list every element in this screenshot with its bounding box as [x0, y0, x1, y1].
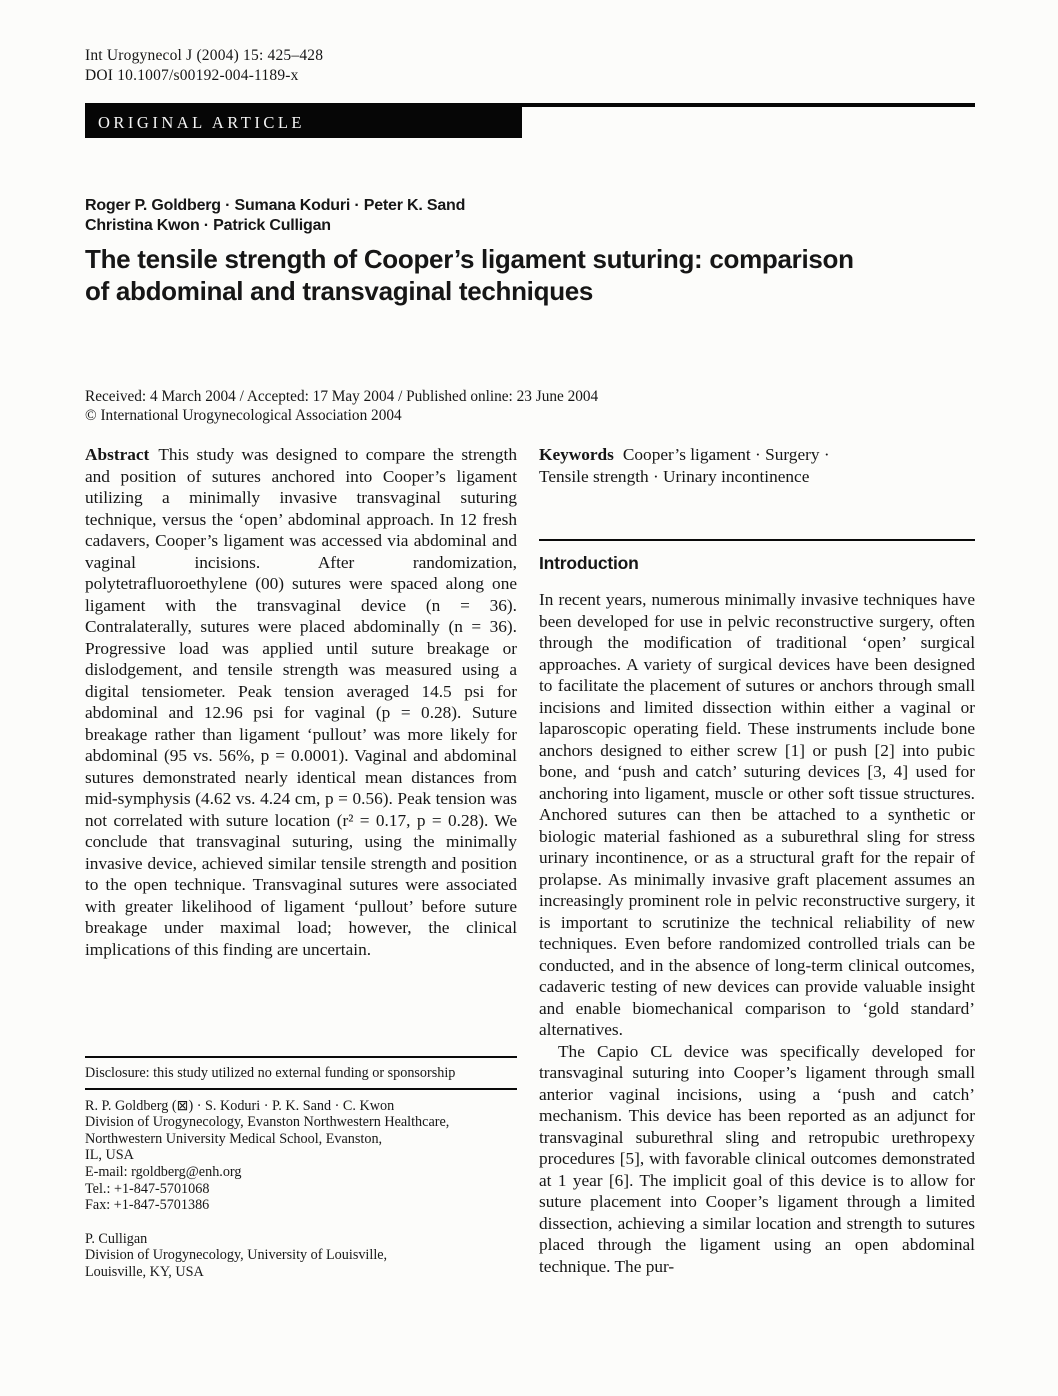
footnote-block [85, 1056, 517, 1281]
right-column [539, 444, 975, 1277]
section-rule [539, 539, 975, 541]
keywords-paragraph [539, 444, 975, 487]
title-line-2: of abdominal and transvaginal techniques [85, 276, 594, 306]
footnote-rule-bottom [85, 1088, 517, 1090]
keywords-label: Keywords [539, 445, 614, 464]
journal-citation: Int Urogynecol J (2004) 15: 425–428 [85, 47, 324, 64]
second-author-block [85, 1231, 517, 1281]
left-column [85, 444, 517, 960]
affiliation-line-2: Northwestern University Medical School, Evanston, [85, 1130, 383, 1147]
introduction-paragraph-1: In recent years, numerous minimally invasive techniques have been developed for use in pelvic reconstructive surgery, often through the modification of traditional ‘open’ surgical approaches. A variety of surgical devices have been designed to facilitate the placement of sutures or anchors through small incisions and limited dissection within either a vaginal or laparoscopic operating field. These instruments include bone anchors designed to either screw [1] or push [2] into pubic bone, and ‘push and catch’ suturing devices [3, 4] used for anchoring into ligament, muscle or other soft tissue structures. Anchored sutures can then be attached to a synthetic or biologic material fashioned as a suburethral sling for stress urinary incontinence, or as a structural graft for the repair of prolapse. As minimally invasive graft placement assumes an increasingly prominent role in pelvic reconstructive surgery, it is important to scrutinize the technical reliability of new techniques. Even before randomized controlled trials can be conducted, and in the absence of long-term clinical outcomes, cadaveric testing of new devices can provide valuable insight and enable biomechanical comparison to ‘gold standard’ alternatives. [539, 590, 975, 1039]
second-affiliation-line-2: Louisville, KY, USA [85, 1263, 204, 1280]
author-line-1: Roger P. Goldberg · Sumana Koduri · Peter K. Sand [85, 197, 466, 214]
fax-line: Fax: +1-847-5701386 [85, 1197, 210, 1214]
abstract-label: Abstract [85, 445, 150, 464]
disclosure-note: Disclosure: this study utilized no external funding or sponsorship [85, 1065, 456, 1081]
corresponding-authors: R. P. Goldberg (⊠) · S. Koduri · P. K. Sand · C. Kwon [85, 1097, 395, 1114]
introduction-paragraph-2: The Capio CL device was specifically developed for transvaginal suturing into Cooper’s ligament through small anterior vaginal incisions, using a ‘push and catch’ mechanism. This device has been reported as an adjunct for transvaginal suburethral sling and retropubic urethropexy procedures [5], with favorable clinical outcomes demonstrated at 1 year [6]. The implicit goal of this device is to allow for suture placement into Cooper’s ligament through a limited dissection, achieving a similar location and strength to sutures placed through the ligament using an open abdominal technique. The pur- [539, 1041, 975, 1276]
email-line: E-mail: rgoldberg@enh.org [85, 1163, 242, 1180]
copyright-line: © International Urogynecological Association 2004 [85, 406, 402, 424]
keywords-line-1: Cooper’s ligament · Surgery · [622, 445, 830, 464]
abstract-paragraph [85, 444, 517, 960]
keywords-line-2: Tensile strength · Urinary incontinence [539, 466, 810, 486]
article-type-banner [85, 107, 522, 138]
introduction-heading: Introduction [539, 553, 639, 573]
title-line-1: The tensile strength of Cooper’s ligament suturing: comparison [85, 244, 854, 274]
received-line: Received: 4 March 2004 / Accepted: 17 May 2004 / Published online: 23 June 2004 [85, 388, 599, 405]
second-affiliation-line-1: Division of Urogynecology, University of Louisville, [85, 1247, 388, 1264]
author-list [85, 196, 465, 235]
second-author-name: P. Culligan [85, 1230, 148, 1247]
affiliation-line-3: IL, USA [85, 1147, 134, 1164]
journal-header [85, 46, 323, 86]
author-line-2: Christina Kwon · Patrick Culligan [85, 216, 331, 234]
affiliation-line-1: Division of Urogynecology, Evanston Northwestern Healthcare, [85, 1114, 450, 1131]
abstract-text: This study was designed to compare the strength and position of sutures anchored into Cooper’s ligament utilizing a minimally invasive transvaginal suturing technique, versus the ‘open’ abdominal approach. In 12 fresh cadavers, Cooper’s ligament was accessed via abdominal and vaginal incisions. After randomization, polytetrafluoroethylene (00) sutures were spaced along one ligament with the transvaginal device (n = 36). Contralaterally, sutures were placed abdominally (n = 36). Progressive load was applied until suture breakage or dislodgement, and tensile strength was measured using a digital tensiometer. Peak tension averaged 14.5 psi for abdominal and 12.96 psi for vaginal (p = 0.28). Suture breakage rather than ligament ‘pullout’ was more likely for abdominal (95 vs. 56%, p = 0.0001). Vaginal and abdominal sutures demonstrated nearly identical mean distances from mid-symphysis (4.62 vs. 4.24 cm, p = 0.56). Peak tension was not correlated with suture location (r² = 0.17, p = 0.28). We conclude that transvaginal suturing, using the minimally invasive device, achieved similar tensile strength and position to the open technique. Transvaginal sutures were associated with greater likelihood of ligament ‘pullout’ before suture breakage under maximal load; however, the clinical implications of this finding are uncertain. [85, 445, 517, 959]
article-type-label: ORIGINAL ARTICLE [98, 112, 306, 132]
article-title [85, 243, 854, 307]
doi-line: DOI 10.1007/s00192-004-1189-x [85, 67, 299, 84]
publication-history [85, 388, 598, 425]
tel-line: Tel.: +1-847-5701068 [85, 1180, 210, 1197]
corresponding-author-block [85, 1098, 517, 1214]
